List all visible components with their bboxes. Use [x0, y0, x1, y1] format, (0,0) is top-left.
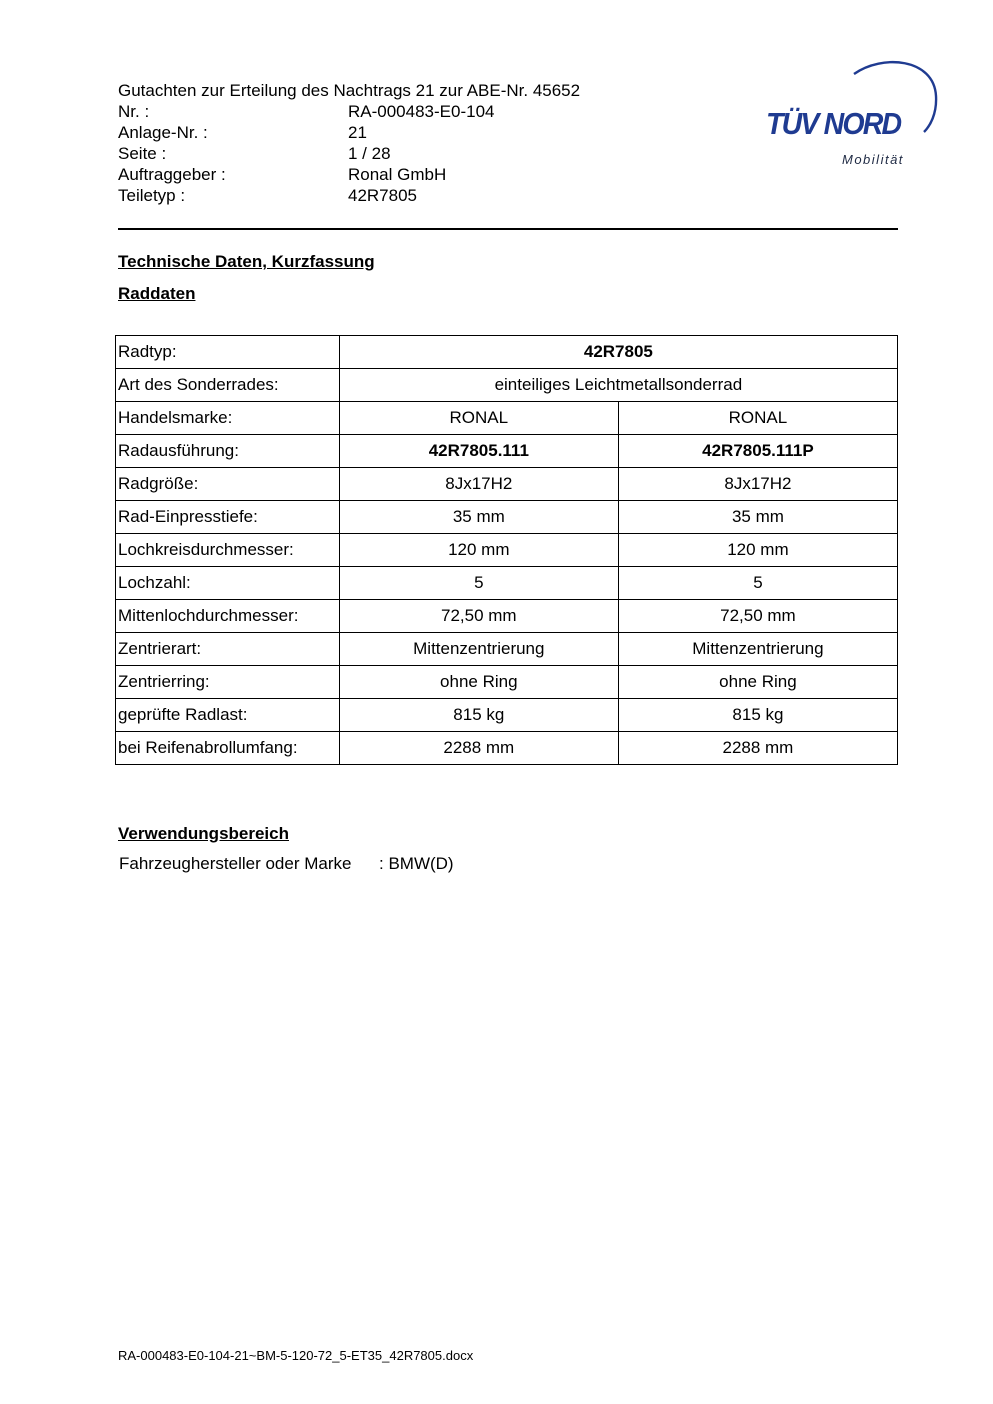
row-value-span: 42R7805 — [339, 336, 897, 369]
row-value: 120 mm — [618, 534, 897, 567]
table-row — [116, 600, 898, 633]
section-title: Technische Daten, Kurzfassung — [118, 252, 375, 271]
header-label: Anlage-Nr. : — [118, 123, 208, 142]
header-label: Seite : — [118, 144, 167, 163]
table-row — [116, 501, 898, 534]
document-title: Gutachten zur Erteilung des Nachtrags 21 zur ABE-Nr. 45652 — [118, 81, 581, 100]
table-row — [116, 732, 898, 765]
row-label: Radtyp: — [116, 336, 340, 369]
table-row — [116, 534, 898, 567]
row-value: 42R7805.111P — [618, 435, 897, 468]
row-value: 72,50 mm — [339, 600, 618, 633]
row-label: Zentrierart: — [116, 633, 340, 666]
header-label: Nr. : — [118, 102, 150, 121]
row-value: 72,50 mm — [618, 600, 897, 633]
header-label: Auftraggeber : — [118, 165, 226, 184]
row-label: bei Reifenabrollumfang: — [116, 732, 340, 765]
usage-title: Verwendungsbereich — [118, 824, 289, 843]
row-label: Art des Sonderrades: — [116, 369, 340, 402]
usage-label: Fahrzeughersteller oder Marke — [119, 854, 352, 873]
header-row-teiletyp — [118, 185, 580, 206]
row-value: 42R7805.111 — [339, 435, 618, 468]
row-value: 2288 mm — [618, 732, 897, 765]
row-value: 2288 mm — [339, 732, 618, 765]
header-row-anlage — [118, 122, 580, 143]
table-row — [116, 369, 898, 402]
header-value: 21 — [348, 123, 367, 142]
header-row-auftraggeber — [118, 164, 580, 185]
header-row-nr — [118, 101, 580, 122]
row-label: Mittenlochdurchmesser: — [116, 600, 340, 633]
row-label: Lochzahl: — [116, 567, 340, 600]
row-value: 5 — [618, 567, 897, 600]
row-label: Radgröße: — [116, 468, 340, 501]
table-row — [116, 567, 898, 600]
row-value: RONAL — [339, 402, 618, 435]
row-value: 8Jx17H2 — [618, 468, 897, 501]
table-row — [116, 468, 898, 501]
row-value: Mittenzentrierung — [339, 633, 618, 666]
header-value: 1 / 28 — [348, 144, 391, 163]
row-value: 35 mm — [618, 501, 897, 534]
row-value: 120 mm — [339, 534, 618, 567]
header-value: 42R7805 — [348, 186, 418, 205]
table-row — [116, 402, 898, 435]
logo-wordmark: TÜV NORD — [766, 106, 901, 141]
table-row — [116, 699, 898, 732]
row-value-span: einteiliges Leichtmetallsonderrad — [339, 369, 897, 402]
header-row-seite — [118, 143, 580, 164]
wheel-data-table — [115, 335, 898, 765]
header-divider — [118, 228, 898, 230]
row-value: ohne Ring — [618, 666, 897, 699]
row-label: Radausführung: — [116, 435, 340, 468]
subsection-title: Raddaten — [118, 284, 196, 303]
row-value: 35 mm — [339, 501, 618, 534]
footer-filename: RA-000483-E0-104-21~BM-5-120-72_5-ET35_42R7805.docx — [118, 1348, 474, 1363]
header-value: RA-000483-E0-104 — [348, 102, 495, 121]
row-label: Handelsmarke: — [116, 402, 340, 435]
usage-line — [119, 854, 454, 874]
tuv-nord-logo — [762, 56, 942, 174]
row-value: RONAL — [618, 402, 897, 435]
row-label: Lochkreisdurchmesser: — [116, 534, 340, 567]
table-row — [116, 666, 898, 699]
row-label: geprüfte Radlast: — [116, 699, 340, 732]
row-value: 8Jx17H2 — [339, 468, 618, 501]
logo-subtitle: Mobilität — [842, 152, 904, 167]
header-label: Teiletyp : — [118, 186, 186, 205]
document-header — [118, 80, 580, 206]
row-value: Mittenzentrierung — [618, 633, 897, 666]
table-row — [116, 633, 898, 666]
row-value: 815 kg — [339, 699, 618, 732]
usage-value: : BMW(D) — [379, 854, 454, 873]
row-label: Zentrierring: — [116, 666, 340, 699]
table-row — [116, 336, 898, 369]
table-row — [116, 435, 898, 468]
header-value: Ronal GmbH — [348, 165, 447, 184]
row-value: ohne Ring — [339, 666, 618, 699]
row-value: 5 — [339, 567, 618, 600]
row-value: 815 kg — [618, 699, 897, 732]
row-label: Rad-Einpresstiefe: — [116, 501, 340, 534]
